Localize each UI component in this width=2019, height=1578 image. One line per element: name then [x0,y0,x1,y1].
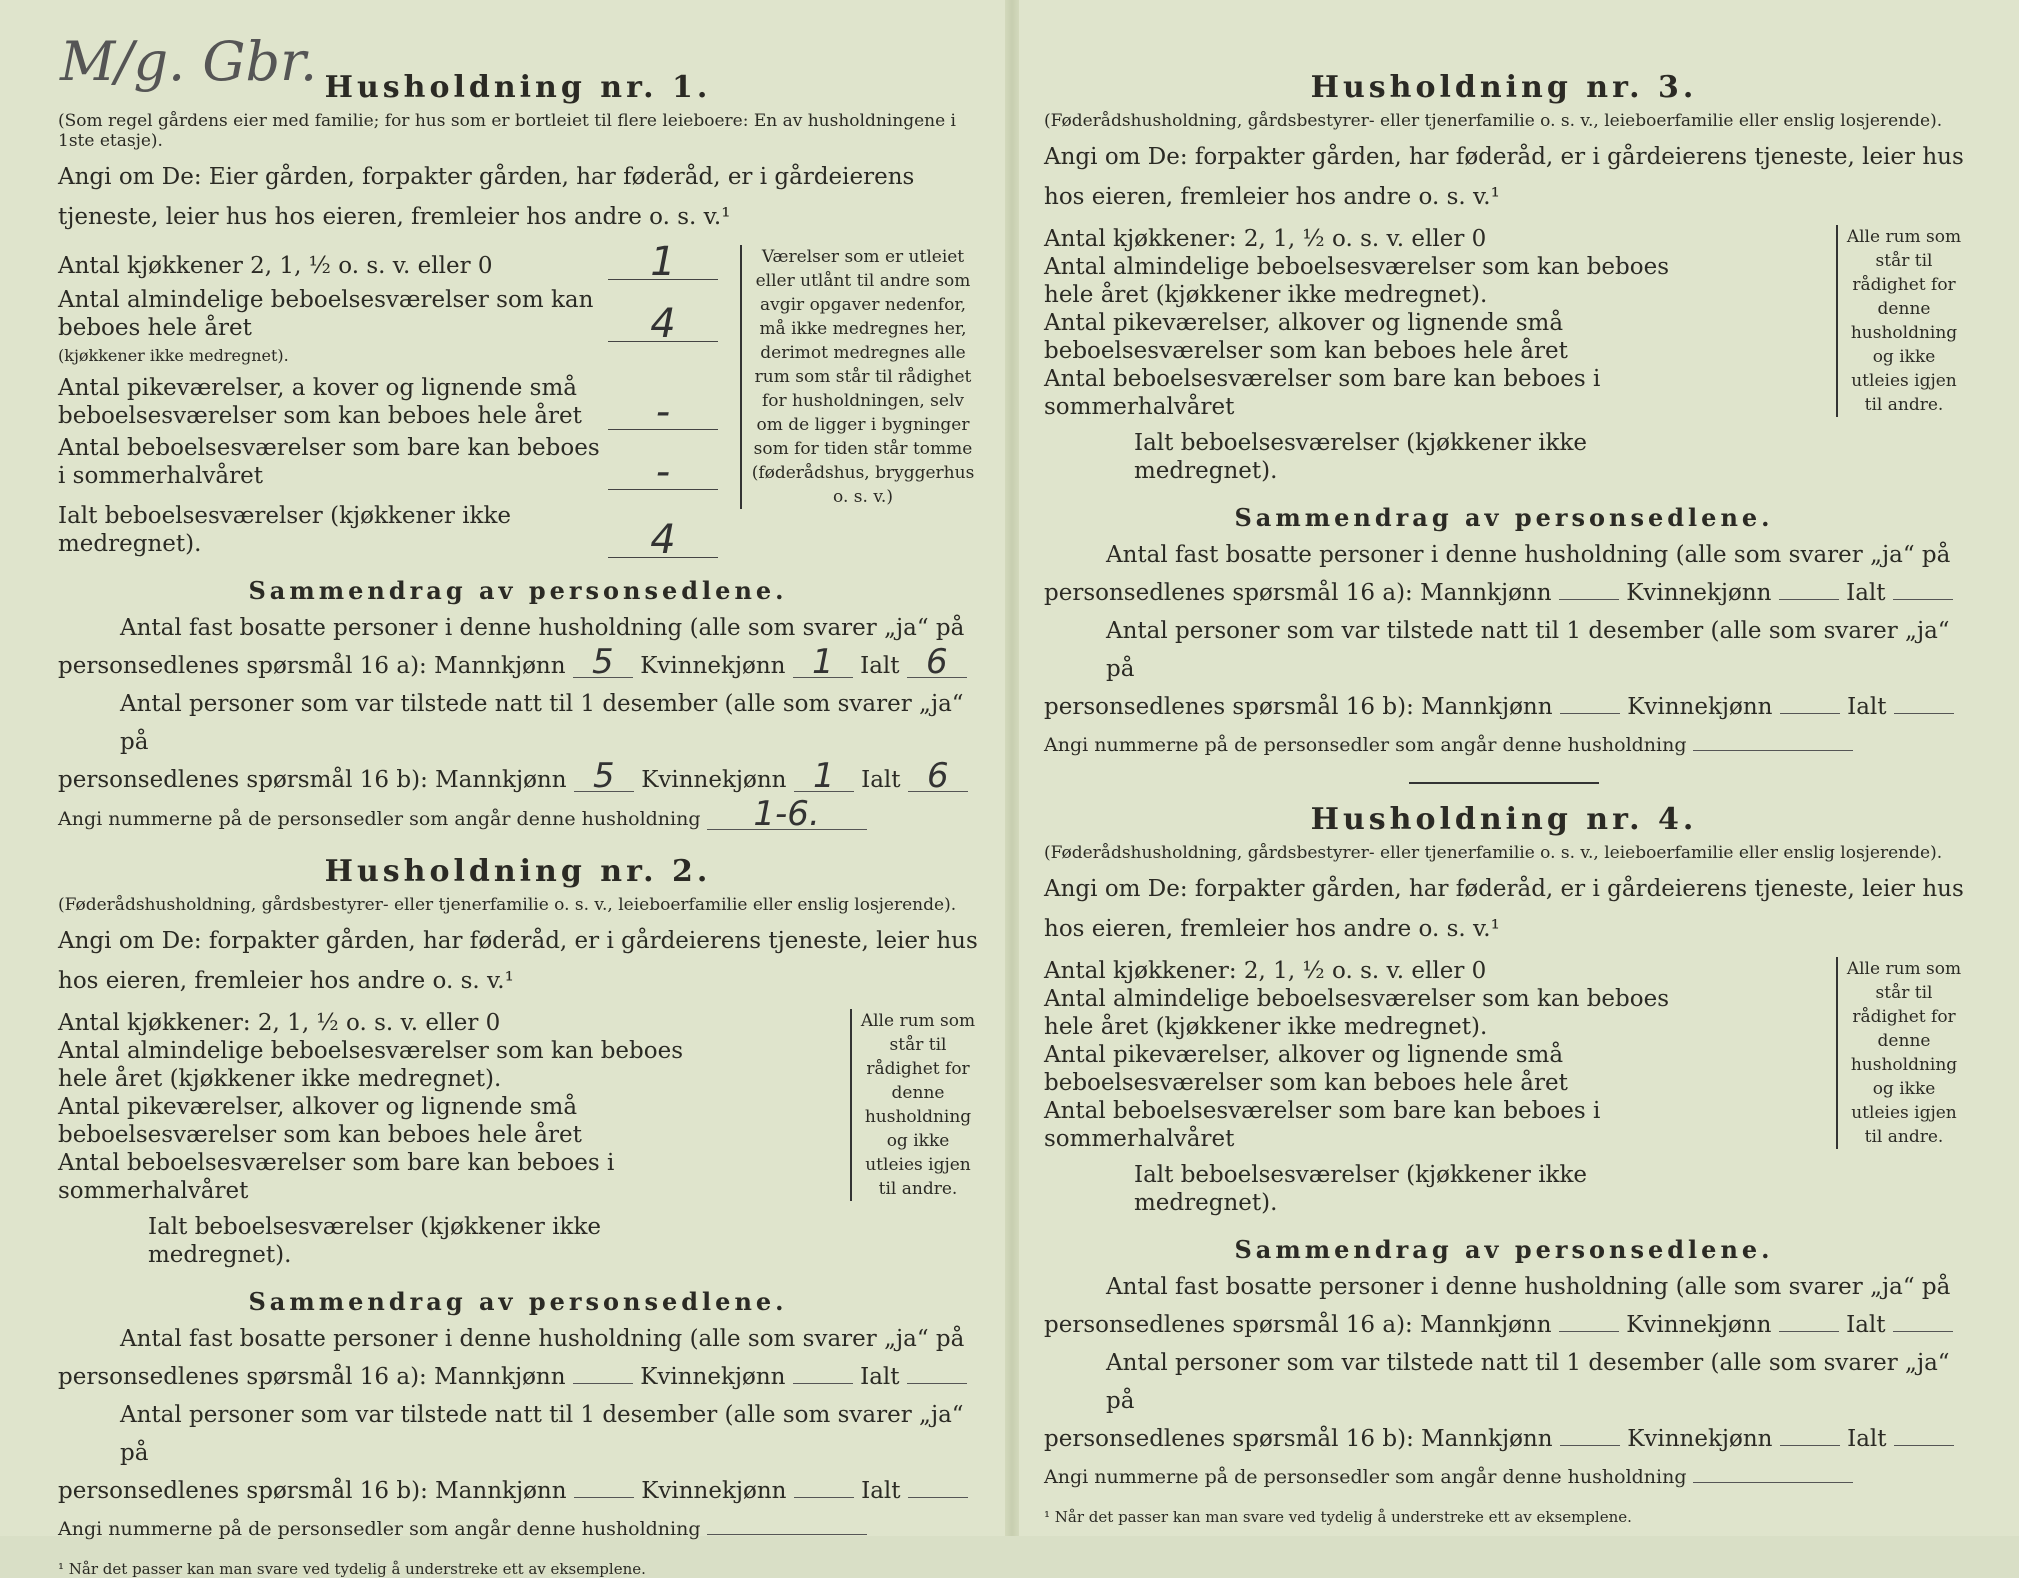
h3-row-2: Antal pikeværelser, alkover og lignende små beboelsesværelser som kan beboes hele året [1044,310,1568,364]
h1-p2-line [58,756,978,799]
footnote-right: ¹ Når det passer kan man svare ved tydelig å understreke ett av eksemplene. [1044,1508,1632,1526]
h3-i2[interactable] [1894,713,1954,714]
h2-nummer[interactable] [707,1534,867,1535]
page-fold [1005,0,1019,1536]
handwritten-note: M/g. Gbr. [60,30,318,93]
h4-row-0: Antal kjøkkener: 2, 1, ½ o. s. v. eller 0 [1044,958,1487,984]
h3-i1[interactable] [1893,599,1953,600]
h4-nummer-label: Angi nummerne på de personsedler som angår denne husholdning [1044,1466,1687,1488]
h3-row-3: Antal beboelsesværelser som bare kan beboes i sommerhalvåret [1044,366,1601,420]
h1-kitchens-value[interactable]: 1 [608,245,718,280]
household-3-side-note: Alle rum som står til rådighet for denne husholdning og ikke utleies igjen til andre. [1836,225,1964,417]
h3-p2-line [1044,688,1964,726]
h2-p1a: Antal fast bosatte personer i denne husholdning (alle som svarer „ja“ på [120,1326,965,1352]
section-divider [1409,782,1599,784]
h4-p2a: Antal personer som var tilstede natt til 1 desember (alle som svarer „ja“ på [1106,1350,1950,1414]
h4-nummer-line [1044,1458,1964,1496]
household-1-side-note: Værelser som er utleiet eller utlånt til andre som avgir opgaver nedenfor, må ikke medregnes her, derimot medregnes alle rum som står til rådighet for husholdningen, selv om de ligger i bygninger som for tiden står tomme (føderådshus, bryggerhus o. s. v.) [740,245,978,509]
h1-kv2: Kvinnekjønn [641,767,787,793]
household-4-title: Husholdning nr. 4. [1310,802,1698,837]
h4-k1[interactable] [1779,1331,1839,1332]
h3-nummer-line [1044,726,1964,764]
household-4-side-note: Alle rum som står til rådighet for denne husholdning og ikke utleies igjen til andre. [1836,957,1964,1149]
h1-k2[interactable]: 1 [794,761,854,792]
h2-k1[interactable] [793,1383,853,1384]
h3-p1a: Antal fast bosatte personer i denne husholdning (alle som svarer „ja“ på [1106,542,1951,568]
left-page [58,40,978,1578]
h1-rooms-value[interactable]: 4 [608,307,718,342]
h3-kv2: Kvinnekjønn [1627,694,1773,720]
h1-i1[interactable]: 6 [907,647,967,678]
h1-row-rooms: Antal almindelige beboelsesværelser som kan beboes hele året 4 [58,286,718,342]
h3-nummer[interactable] [1693,750,1853,751]
h4-p1b: personsedlenes spørsmål 16 a): Mannkjønn [1044,1312,1552,1338]
h2-p2a: Antal personer som var tilstede natt til 1 desember (alle som svarer „ja“ på [120,1402,964,1466]
h2-nummer-label: Angi nummerne på de personsedler som angår denne husholdning [58,1518,701,1540]
h2-ialt2: Ialt [861,1478,901,1504]
h2-kv1: Kvinnekjønn [640,1364,786,1390]
h2-k2[interactable] [794,1497,854,1498]
household-4-rooms [1044,957,1964,1217]
h2-row-0: Antal kjøkkener: 2, 1, ½ o. s. v. eller 0 [58,1010,501,1036]
h1-kv1: Kvinnekjønn [640,653,786,679]
h2-p1-line [58,1358,978,1396]
h1-nummer-label: Angi nummerne på de personsedler som angår denne husholdning [58,808,701,830]
h3-row-0: Antal kjøkkener: 2, 1, ½ o. s. v. eller 0 [1044,226,1487,252]
household-2-summary-title: Sammendrag av personsedlene. [248,1287,788,1316]
h4-kv1: Kvinnekjønn [1626,1312,1772,1338]
household-3-note: (Føderådshusholdning, gårdsbestyrer- eller tjenerfamilie o. s. v., leieboerfamilie eller enslig losjerende). [1044,111,1943,131]
h4-ialt2: Ialt [1847,1426,1887,1452]
h4-nummer[interactable] [1693,1482,1853,1483]
h1-total-value[interactable]: 4 [608,523,718,558]
h1-row-small-rooms: Antal pikeværelser, a kover og lignende små beboelsesværelser som kan beboes hele året - [58,374,718,430]
h3-m2[interactable] [1560,713,1620,714]
h1-nummer[interactable]: 1-6. [707,799,867,830]
household-3-summary-title: Sammendrag av personsedlene. [1234,503,1774,532]
h1-p2b: personsedlenes spørsmål 16 b): Mannkjønn [58,767,567,793]
h2-p2-line [58,1472,978,1510]
h4-i2[interactable] [1894,1445,1954,1446]
h2-m1[interactable] [573,1383,633,1384]
h3-p1b: personsedlenes spørsmål 16 a): Mannkjønn [1044,580,1552,606]
h4-m1[interactable] [1559,1331,1619,1332]
h4-p1-line [1044,1306,1964,1344]
h1-row-summer: Antal beboelsesværelser som bare kan beboes i sommerhalvåret - [58,434,718,490]
h4-m2[interactable] [1560,1445,1620,1446]
h4-row-4: Ialt beboelsesværelser (kjøkkener ikke medregnet). [1134,1162,1588,1216]
h2-i1[interactable] [907,1383,967,1384]
household-2-title: Husholdning nr. 2. [324,854,712,889]
h3-nummer-label: Angi nummerne på de personsedler som angår denne husholdning [1044,734,1687,756]
household-4-angi: Angi om De: forpakter gården, har føderåd, er i gårdeierens tjeneste, leier hus hos eieren, fremleier hos andre o. s. v.¹ [1044,876,1964,942]
h2-p2b: personsedlenes spørsmål 16 b): Mannkjønn [58,1478,567,1504]
h4-p2-line [1044,1420,1964,1458]
h2-row-3: Antal beboelsesværelser som bare kan beboes i sommerhalvåret [58,1150,615,1204]
h3-row-1: Antal almindelige beboelsesværelser som kan beboes hele året (kjøkkener ikke medregnet). [1044,254,1670,308]
footnote-left: ¹ Når det passer kan man svare ved tydelig å understreke ett av eksemplene. [58,1560,646,1578]
h1-row-note: (kjøkkener ikke medregnet). [58,346,289,365]
h1-small-rooms-value[interactable]: - [608,395,718,430]
household-3-title: Husholdning nr. 3. [1310,70,1698,105]
h1-m2[interactable]: 5 [574,761,634,792]
h2-kv2: Kvinnekjønn [641,1478,787,1504]
h3-p1-line [1044,574,1964,612]
household-4-summary-title: Sammendrag av personsedlene. [1234,1235,1774,1264]
h4-row-3: Antal beboelsesværelser som bare kan beboes i sommerhalvåret [1044,1098,1601,1152]
h3-k1[interactable] [1779,599,1839,600]
h3-p2a: Antal personer som var tilstede natt til 1 desember (alle som svarer „ja“ på [1106,618,1950,682]
household-4-note: (Føderådshusholdning, gårdsbestyrer- eller tjenerfamilie o. s. v., leieboerfamilie eller enslig losjerende). [1044,843,1943,863]
h3-ialt1: Ialt [1846,580,1886,606]
h1-p1b: personsedlenes spørsmål 16 a): Mannkjønn [58,653,566,679]
household-1-note: (Som regel gårdens eier med familie; for hus som er bortleiet til flere leieboere: En av husholdningene i 1ste etasje). [58,111,956,151]
h2-row-1: Antal almindelige beboelsesværelser som kan beboes hele året (kjøkkener ikke medregnet). [58,1038,684,1092]
h1-p2a: Antal personer som var tilstede natt til 1 desember (alle som svarer „ja“ på [120,691,964,755]
h1-row-total: Ialt beboelsesværelser (kjøkkener ikke medregnet). 4 [58,502,718,558]
h3-ialt2: Ialt [1847,694,1887,720]
household-1-angi: Angi om De: Eier gården, forpakter gården, har føderåd, er i gårdeierens tjeneste, leier hus hos eieren, fremleier hos andre o. s. v.¹ [58,164,915,230]
household-3-angi: Angi om De: forpakter gården, har føderåd, er i gårdeierens tjeneste, leier hus hos eieren, fremleier hos andre o. s. v.¹ [1044,144,1964,210]
household-1-summary-title: Sammendrag av personsedlene. [248,576,788,605]
h1-ialt2: Ialt [861,767,901,793]
h2-i2[interactable] [908,1497,968,1498]
household-2-angi: Angi om De: forpakter gården, har føderåd, er i gårdeierens tjeneste, leier hus hos eieren, fremleier hos andre o. s. v.¹ [58,928,978,994]
h1-p1a: Antal fast bosatte personer i denne husholdning (alle som svarer „ja“ på [120,615,965,641]
h3-p2b: personsedlenes spørsmål 16 b): Mannkjønn [1044,694,1553,720]
h4-row-1: Antal almindelige beboelsesværelser som kan beboes hele året (kjøkkener ikke medregnet). [1044,986,1670,1040]
h1-k1[interactable]: 1 [793,647,853,678]
h4-k2[interactable] [1780,1445,1840,1446]
household-1-rooms [58,239,978,563]
h4-p2b: personsedlenes spørsmål 16 b): Mannkjønn [1044,1426,1553,1452]
h3-k2[interactable] [1780,713,1840,714]
h1-m1[interactable]: 5 [573,647,633,678]
h1-row-kitchens: Antal kjøkkener 2, 1, ½ o. s. v. eller 0 1 [58,245,718,280]
h4-kv2: Kvinnekjønn [1627,1426,1773,1452]
h3-row-4: Ialt beboelsesværelser (kjøkkener ikke medregnet). [1134,430,1588,484]
household-2-note: (Føderådshusholdning, gårdsbestyrer- eller tjenerfamilie o. s. v., leieboerfamilie eller enslig losjerende). [58,895,957,915]
h1-p1-line [58,642,978,685]
h3-m1[interactable] [1559,599,1619,600]
h2-m2[interactable] [574,1497,634,1498]
household-2-rooms [58,1009,978,1269]
h2-row-4: Ialt beboelsesværelser (kjøkkener ikke medregnet). [148,1214,602,1268]
h4-ialt1: Ialt [1846,1312,1886,1338]
h2-ialt1: Ialt [860,1364,900,1390]
household-2-side-note: Alle rum som står til rådighet for denne husholdning og ikke utleies igjen til andre. [850,1009,978,1201]
h3-kv1: Kvinnekjønn [1626,580,1772,606]
h2-nummer-line [58,1510,978,1548]
right-page [1044,40,1964,1526]
household-1-title: Husholdning nr. 1. [324,70,712,105]
h1-ialt1: Ialt [860,653,900,679]
h2-p1b: personsedlenes spørsmål 16 a): Mannkjønn [58,1364,566,1390]
h1-i2[interactable]: 6 [908,761,968,792]
h1-nummer-line [58,794,978,838]
h4-row-2: Antal pikeværelser, alkover og lignende små beboelsesværelser som kan beboes hele året [1044,1042,1568,1096]
household-3-rooms [1044,225,1964,485]
h2-row-2: Antal pikeværelser, alkover og lignende små beboelsesværelser som kan beboes hele året [58,1094,582,1148]
h1-summer-value[interactable]: - [608,455,718,490]
h4-i1[interactable] [1893,1331,1953,1332]
h4-p1a: Antal fast bosatte personer i denne husholdning (alle som svarer „ja“ på [1106,1274,1951,1300]
